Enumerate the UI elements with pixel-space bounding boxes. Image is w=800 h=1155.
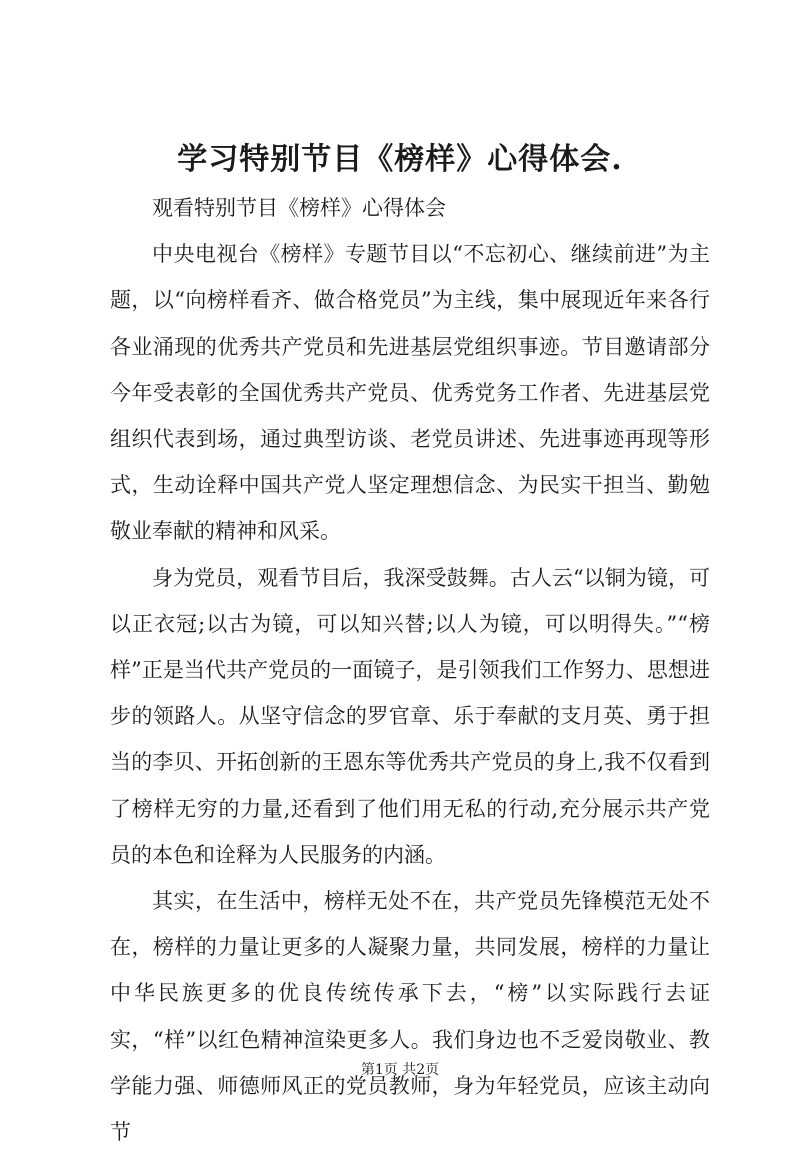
paragraph-2: 身为党员，观看节目后，我深受鼓舞。古人云“以铜为镜，可以正衣冠;以古为镜，可以知兴替;以人为镜，可以明得失。”“榜样”正是当代共产党员的一面镜子，是引领我们工作努力、思想进步的领路人。从坚守信念的罗官章、乐于奉献的支月英、勇于担当的李贝、开拓创新的王恩东等优秀共产党员的身上,我不仅看到了榜样无穷的力量,还看到了他们用无私的行动,充分展示共产党员的本色和诠释为人民服务的内涵。 bbox=[110, 565, 710, 867]
paragraph-3: 其实，在生活中，榜样无处不在，共产党员先锋模范无处不在，榜样的力量让更多的人凝聚力量，共同发展，榜样的力量让中华民族更多的优良传统传承下去，“榜”以实际践行去证实，“样”以红色精神渲染更多人。我们身边也不乏爱岗敬业、教学能力强、师德师风正的党员教师，身为年轻党员，应该主动向节 bbox=[110, 889, 710, 1145]
document-title: 学习特别节目《榜样》心得体会. bbox=[177, 142, 623, 177]
paragraph-1: 中央电视台《榜样》专题节目以“不忘初心、继续前进”为主题，以“向榜样看齐、做合格党员”为主线，集中展现近年来各行各业涌现的优秀共产党员和先进基层党组织事迹。节目邀请部分今年受表彰的全国优秀共产党员、优秀党务工作者、先进基层党组织代表到场，通过典型访谈、老党员讲述、先进事迹再现等形式，生动诠释中国共产党人坚定理想信念、为民实干担当、勤勉敬业奉献的精神和风采。 bbox=[110, 242, 710, 544]
document-body bbox=[110, 185, 710, 1155]
page-footer: 第1页 共2页 bbox=[360, 1062, 440, 1078]
document-subtitle: 观看特别节目《榜样》心得体会 bbox=[152, 196, 446, 220]
